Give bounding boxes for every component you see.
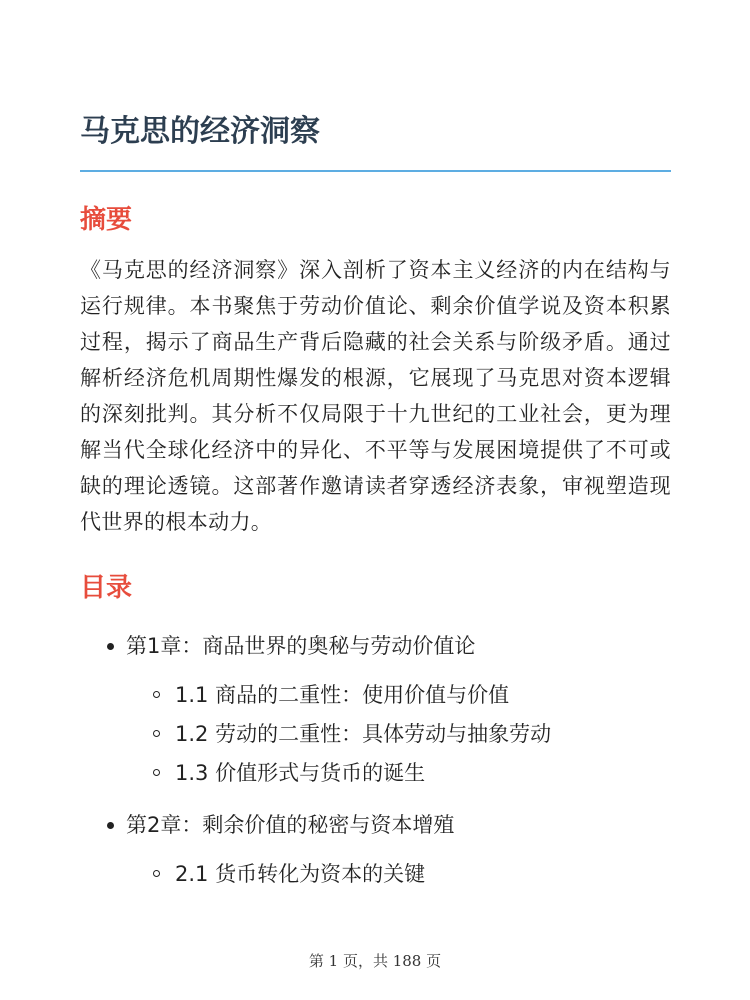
abstract-text: 《马克思的经济洞察》深入剖析了资本主义经济的内在结构与运行规律。本书聚焦于劳动价值论、剩余价值学说及资本积累过程，揭示了商品生产背后隐藏的社会关系与阶级矛盾。通过解析经济危机周期性爆发的根源，它展现了马克思对资本逻辑的深刻批判。其分析不仅局限于十九世纪的工业社会，更为理解当代全球化经济中的异化、不平等与发展困境提供了不可或缺的理论透镜。这部著作邀请读者穿透经济表象，审视塑造现代世界的根本动力。: [80, 258, 671, 534]
bullet-circle-icon: [153, 769, 160, 776]
toc-chapter-entry: [80, 807, 671, 843]
toc-chapter: [80, 807, 671, 894]
toc-heading: 目录: [80, 573, 133, 603]
toc-section: [80, 855, 671, 894]
toc-section: [80, 676, 671, 715]
bullet-circle-icon: [153, 691, 160, 698]
toc-section-label: 2.1 货币转化为资本的关键: [175, 862, 426, 886]
toc-section-label: 1.2 劳动的二重性：具体劳动与抽象劳动: [175, 722, 552, 746]
bullet-circle-icon: [153, 730, 160, 737]
abstract-heading: 摘要: [80, 205, 133, 235]
toc-chapter-entry: [80, 628, 671, 664]
toc-section-list: [80, 855, 671, 894]
bullet-dot-icon: [107, 822, 114, 829]
toc-section-list: [80, 676, 671, 793]
document-page: [80, 112, 671, 908]
bullet-dot-icon: [107, 643, 114, 650]
page-title: 马克思的经济洞察: [80, 112, 671, 172]
toc-chapter-label: 第1章：商品世界的奥秘与劳动价值论: [126, 634, 476, 658]
toc-section-label: 1.3 价值形式与货币的诞生: [175, 761, 426, 785]
toc-list: [80, 628, 671, 894]
page-footer: 第 1 页，共 188 页: [308, 952, 442, 970]
toc-section: [80, 715, 671, 754]
toc-chapter: [80, 628, 671, 793]
toc-chapter-label: 第2章：剩余价值的秘密与资本增殖: [126, 813, 455, 837]
toc-section: [80, 754, 671, 793]
toc-section-label: 1.1 商品的二重性：使用价值与价值: [175, 683, 510, 707]
bullet-circle-icon: [153, 870, 160, 877]
